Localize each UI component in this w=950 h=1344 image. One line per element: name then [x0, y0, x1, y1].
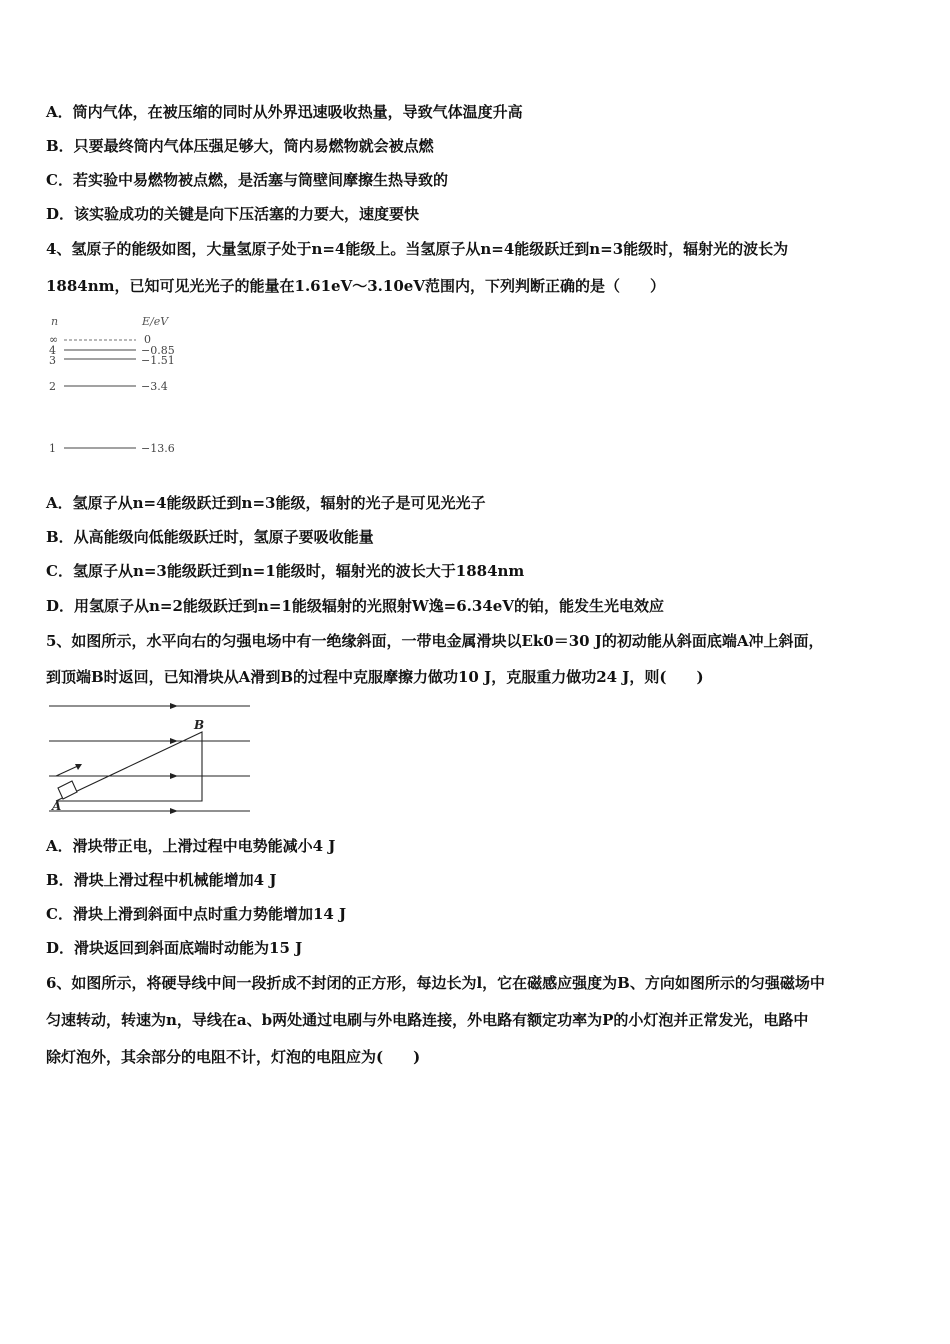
level-2-e: −3.4 — [141, 380, 168, 393]
label-b: B — [194, 718, 205, 732]
level-3-e: −1.51 — [141, 354, 175, 367]
level-inf-n: ∞ — [49, 333, 59, 346]
q3-option-a: A．筒内气体，在被压缩的同时从外界迅速吸收热量，导致气体温度升高 — [46, 103, 523, 121]
incline-field-diagram — [44, 696, 256, 820]
level-inf-e: 0 — [144, 333, 151, 346]
q4-option-d: D．用氢原子从n=2能级跃迁到n=1能级辐射的光照射W逸=6.34eV的铂，能发生光电效应 — [46, 597, 664, 615]
q5-stem-line2: 到顶端B时返回，已知滑块从A滑到B的过程中克服摩擦力做功10 J，克服重力做功24 J，则( ) — [46, 668, 704, 686]
level-4-n: 4 — [49, 344, 56, 357]
energy-level-diagram — [44, 312, 194, 462]
field-arrow — [170, 703, 178, 709]
q3-option-d: D．该实验成功的关键是向下压活塞的力要大，速度要快 — [46, 205, 420, 223]
n-header: n — [51, 315, 59, 328]
q5-option-b: B．滑块上滑过程中机械能增加4 J — [46, 871, 277, 889]
q4-option-c: C．氢原子从n=3能级跃迁到n=1能级时，辐射光的波长大于1884nm — [46, 562, 525, 580]
q6-stem-line1: 6、如图所示，将硬导线中间一段折成不封闭的正方形，每边长为l，它在磁感应强度为B、方向如图所示的匀强磁场中 — [46, 974, 825, 992]
q5-stem-line1: 5、如图所示，水平向右的匀强电场中有一绝缘斜面，一带电金属滑块以Ek0＝30 J的初动能从斜面底端A冲上斜面， — [46, 632, 824, 650]
q6-stem-line2: 匀速转动，转速为n，导线在a、b两处通过电刷与外电路连接，外电路有额定功率为P的小灯泡并正常发光，电路中 — [46, 1011, 809, 1029]
q6-stem-line3: 除灯泡外，其余部分的电阻不计，灯泡的电阻应为( ) — [46, 1048, 421, 1066]
level-4-e: −0.85 — [141, 344, 175, 357]
field-arrow — [170, 808, 178, 814]
q4-option-b: B．从高能级向低能级跃迁时，氢原子要吸收能量 — [46, 528, 374, 546]
q4-stem-line1: 4、氢原子的能级如图，大量氢原子处于n=4能级上。当氢原子从n=4能级跃迁到n=3能级时，辐射光的波长为 — [46, 240, 789, 258]
energy-header: E/eV — [142, 315, 169, 328]
level-1-e: −13.6 — [141, 442, 175, 455]
level-3-n: 3 — [49, 354, 56, 367]
q5-option-d: D．滑块返回到斜面底端时动能为15 J — [46, 939, 303, 957]
q3-option-b: B．只要最终筒内气体压强足够大，筒内易燃物就会被点燃 — [46, 137, 434, 155]
slider-block — [58, 781, 77, 799]
q4-stem-line2: 1884nm，已知可见光光子的能量在1.61eV～3.10eV范围内，下列判断正确的是（ ） — [46, 277, 665, 295]
field-arrow — [170, 773, 178, 779]
q5-option-c: C．滑块上滑到斜面中点时重力势能增加14 J — [46, 905, 347, 923]
field-arrow — [170, 738, 178, 744]
label-a: A — [52, 799, 62, 813]
q4-option-a: A．氢原子从n=4能级跃迁到n=3能级，辐射的光子是可见光光子 — [46, 494, 486, 512]
q5-option-a: A．滑块带正电，上滑过程中电势能减小4 J — [46, 837, 336, 855]
level-2-n: 2 — [49, 380, 56, 393]
q3-option-c: C．若实验中易燃物被点燃，是活塞与筒壁间摩擦生热导致的 — [46, 171, 448, 189]
level-1-n: 1 — [49, 442, 56, 455]
